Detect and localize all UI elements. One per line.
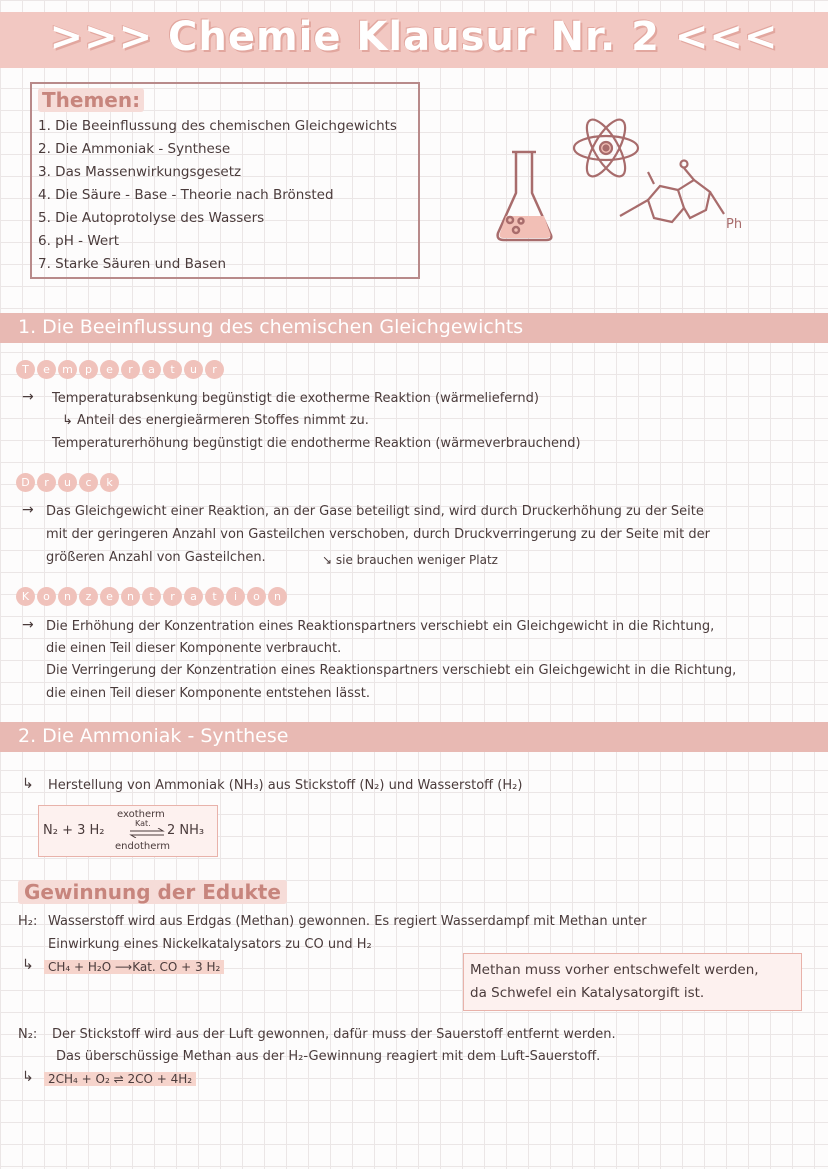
arrow-icon: ↳ [22,776,34,792]
h2-reaction-text: CH₄ + H₂O ⟶Kat. CO + 3 H₂ [44,960,224,974]
letter-bubble: n [58,587,77,606]
letter-bubble: i [226,587,245,606]
topic-item: 4. Die Säure - Base - Theorie nach Brönsted [38,187,334,203]
letter-bubble: m [58,360,77,379]
topic-item: 2. Die Ammoniak - Synthese [38,141,231,157]
page-title: >>> Chemie Klausur Nr. 2 <<< [49,14,779,60]
text-line: die einen Teil dieser Komponente verbraucht. [46,641,342,656]
topic-item: 5. Die Autoprotolyse des Wassers [38,210,265,226]
konzentration-heading [16,587,287,606]
text-line: größeren Anzahl von Gasteilchen. [46,550,266,565]
letter-bubble: e [100,360,119,379]
text-line: Der Stickstoff wird aus der Luft gewonnen, dafür muss der Sauerstoff entfernt werden. [52,1027,616,1042]
ammonia-reaction-box [38,805,218,857]
ph-label: Ph [726,217,743,232]
h2-reaction [44,960,224,974]
section-1-heading: 1. Die Beeinflussung des chemischen Gleichgewichts [18,316,524,338]
chemistry-illustration [488,108,758,253]
text-line: Einwirkung eines Nickelkatalysators zu CO und H₂ [48,937,372,952]
reaction-kat: Kat. [135,819,151,828]
reaction-right: 2 NH₃ [167,823,205,838]
reaction-left: N₂ + 3 H₂ [43,823,105,838]
text-line: Temperaturerhöhung begünstigt die endotherme Reaktion (wärmeverbrauchend) [52,436,581,451]
letter-bubble: n [121,587,140,606]
n2-label: N₂: [18,1027,38,1042]
h2-label: H₂: [18,914,38,929]
text-line: Herstellung von Ammoniak (NH₃) aus Stickstoff (N₂) und Wasserstoff (H₂) [48,778,523,793]
text-line: Das überschüssige Methan aus der H₂-Gewinnung reagiert mit dem Luft-Sauerstoff. [56,1049,601,1064]
n2-reaction [44,1072,196,1086]
arrow-icon: ↳ [22,957,34,973]
text-line: Temperaturabsenkung begünstigt die exotherme Reaktion (wärmeliefernd) [52,391,539,406]
temperatur-heading [16,360,224,379]
letter-bubble: t [163,360,182,379]
reaction-above: exotherm [117,809,165,820]
topic-item: 7. Starke Säuren und Basen [38,256,226,272]
druck-heading [16,473,119,492]
letter-bubble: u [58,473,77,492]
letter-bubble: p [79,360,98,379]
letter-bubble: u [184,360,203,379]
flask-icon [498,152,552,240]
letter-bubble: o [247,587,266,606]
druck-note: ↘ sie brauchen weniger Platz [322,553,498,567]
letter-bubble: c [79,473,98,492]
note-line: da Schwefel ein Katalysatorgift ist. [470,985,705,1001]
arrow-icon: → [22,389,34,405]
molecule-icon [620,161,724,223]
text-line: ↳ Anteil des energieärmeren Stoffes nimmt zu. [62,413,369,428]
atom-icon [574,114,638,181]
reaction-below: endotherm [115,841,171,852]
arrow-icon: → [22,502,34,518]
letter-bubble: r [37,473,56,492]
arrow-icon: ↳ [22,1069,34,1085]
letter-bubble: r [121,360,140,379]
text-line: Das Gleichgewicht einer Reaktion, an der Gase beteiligt sind, wird durch Druckerhöhung zu der Seite [46,504,704,519]
equilibrium-arrow-icon [129,828,165,838]
letter-bubble: t [142,587,161,606]
note-line: Methan muss vorher entschwefelt werden, [470,962,759,978]
letter-bubble: D [16,473,35,492]
letter-bubble: a [184,587,203,606]
topic-item: 6. pH - Wert [38,233,120,249]
text-line: Die Erhöhung der Konzentration eines Reaktionspartners verschiebt ein Gleichgewicht in die Richtung, [46,619,715,634]
topic-item: 3. Das Massenwirkungsgesetz [38,164,242,180]
letter-bubble: z [79,587,98,606]
letter-bubble: K [16,587,35,606]
letter-bubble: n [268,587,287,606]
letter-bubble: t [205,587,224,606]
edukte-heading: Gewinnung der Edukte [18,880,287,904]
letter-bubble: e [100,587,119,606]
section-2-heading: 2. Die Ammoniak - Synthese [18,725,289,747]
letter-bubble: r [205,360,224,379]
letter-bubble: e [37,360,56,379]
note-box [463,953,802,1011]
text-line: mit der geringeren Anzahl von Gasteilchen verschoben, durch Druckverringerung zu der Seite mit der [46,527,710,542]
letter-bubble: a [142,360,161,379]
letter-bubble: T [16,360,35,379]
themes-heading: Themen: [38,88,144,112]
letter-bubble: k [100,473,119,492]
text-line: Die Verringerung der Konzentration eines Reaktionspartners verschiebt ein Gleichgewicht in die Richtung, [46,663,737,678]
topic-item: 1. Die Beeinflussung des chemischen Gleichgewichts [38,118,397,134]
text-line: die einen Teil dieser Komponente entstehen lässt. [46,686,370,701]
arrow-icon: → [22,617,34,633]
letter-bubble: o [37,587,56,606]
text-line: Wasserstoff wird aus Erdgas (Methan) gewonnen. Es regiert Wasserdampf mit Methan unter [48,914,647,929]
letter-bubble: r [163,587,182,606]
n2-reaction-text: 2CH₄ + O₂ ⇌ 2CO + 4H₂ [44,1072,196,1086]
